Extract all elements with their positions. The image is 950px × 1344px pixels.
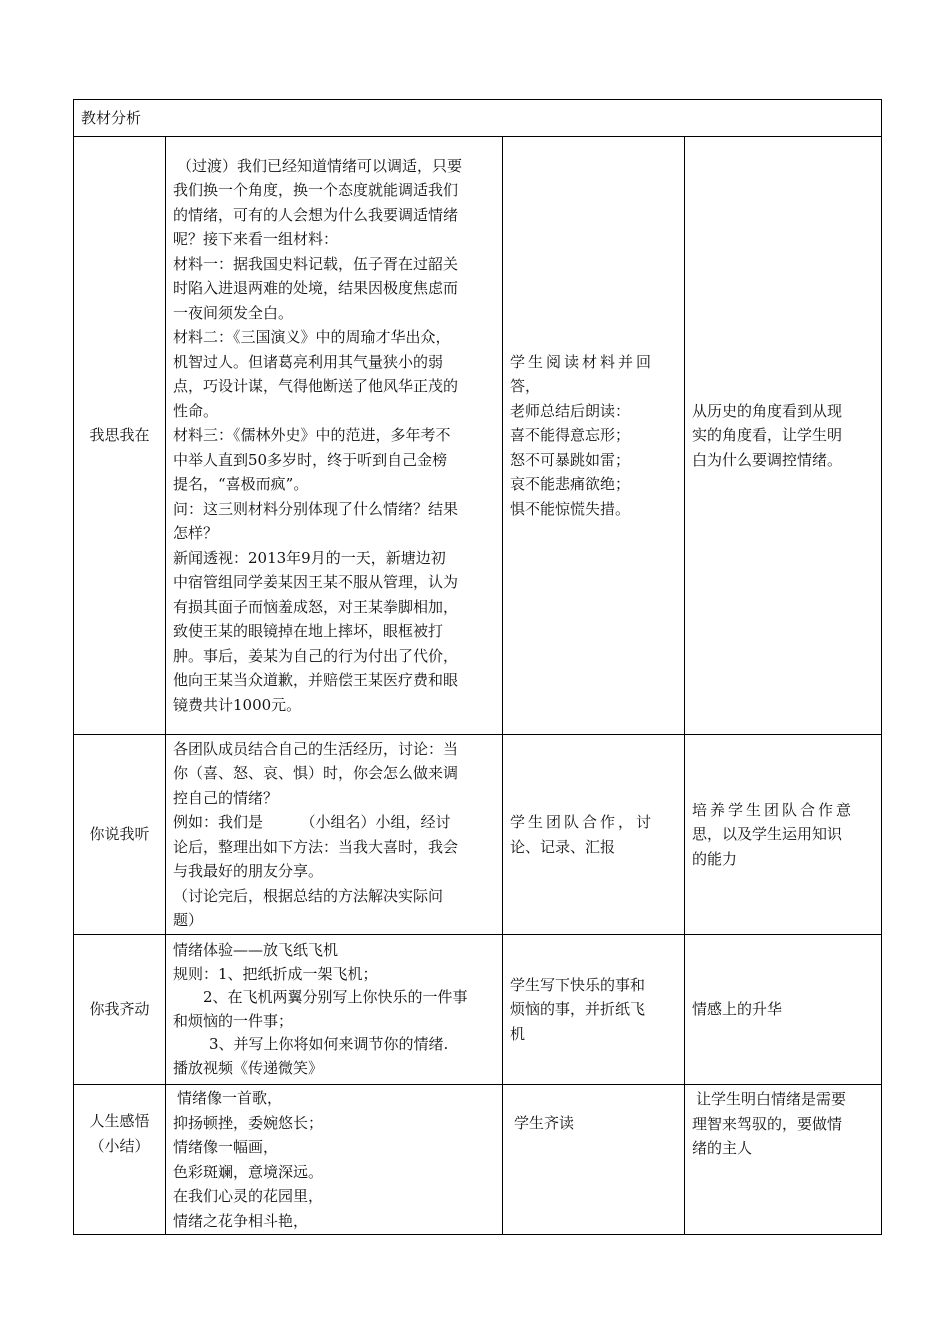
- content-cell: [166, 1085, 503, 1235]
- activity-line: 怒不可暴跳如雷；: [510, 450, 631, 469]
- activity-line: 学生写下快乐的事和: [510, 975, 646, 994]
- content-line: 一夜间须发全白。: [173, 303, 294, 322]
- activity-line: 机: [510, 1024, 526, 1043]
- table-row: [74, 1085, 882, 1235]
- table-row: [74, 935, 882, 1085]
- content-line: 规则：1、把纸折成一架飞机；: [173, 964, 378, 983]
- content-line: 例如：我们是 （小组名）小组，经讨: [173, 813, 451, 831]
- content-line: 3、并写上你将如何来调节你的情绪.: [209, 1035, 449, 1053]
- purpose-line: 实的角度看，让学生明: [692, 426, 843, 445]
- content-line: 各团队成员结合自己的生活经历，讨论：当: [173, 739, 459, 758]
- activity-cell: [503, 1085, 685, 1235]
- content-line: 材料三：《儒林外史》中的范进，多年考不: [173, 426, 451, 445]
- purpose-line: 白为什么要调控情绪。: [692, 450, 843, 469]
- activity-line: 学生阅读材料并回: [510, 352, 655, 371]
- content-line: 情绪像一首歌，: [177, 1089, 283, 1107]
- content-line: 材料一：据我国史料记载，伍子胥在过韶关: [173, 254, 459, 273]
- content-line: 点，巧设计谋，气得他断送了他风华正茂的: [173, 377, 459, 396]
- content-line: 机智过人。但诸葛亮利用其气量狭小的弱: [173, 352, 444, 371]
- purpose-line: 培养学生团队合作意: [692, 800, 855, 819]
- activity-cell: [503, 935, 685, 1085]
- content-line: 色彩斑斓，意境深远。: [173, 1162, 324, 1181]
- content-line: 情绪像一幅画，: [173, 1138, 279, 1156]
- purpose-cell: [685, 137, 882, 735]
- content-line: 中举人直到50多岁时，终于听到自己金榜: [173, 450, 448, 469]
- content-line: 题）: [173, 911, 204, 929]
- row-label-cell: [74, 137, 166, 735]
- activity-cell: [503, 137, 685, 735]
- content-line: 我们换一个角度，换一个态度就能调适我们: [173, 181, 459, 200]
- content-cell: [166, 735, 503, 935]
- activity-line: 学生齐读: [514, 1114, 575, 1132]
- table-row: [74, 735, 882, 935]
- activity-line: 答，: [510, 377, 541, 396]
- content-line: 抑扬顿挫，委婉悠长；: [173, 1113, 324, 1132]
- content-line: 中宿管组同学姜某因王某不服从管理，认为: [173, 573, 459, 592]
- content-line: 材料二：《三国演义》中的周瑜才华出众，: [173, 328, 451, 347]
- row-label: 人生感悟: [89, 1112, 150, 1130]
- content-line: 他向王某当众道歉，并赔偿王某医疗费和眼: [173, 671, 459, 690]
- activity-line: 哀不能悲痛欲绝；: [510, 475, 631, 494]
- content-line: 播放视频《传递微笑》: [173, 1058, 324, 1077]
- content-line: 镜费共计1000元。: [173, 695, 302, 714]
- table-row: [74, 137, 882, 735]
- row-label-cell: [74, 1085, 166, 1235]
- row-label-cell: [74, 735, 166, 935]
- activity-line: 论、记录、汇报: [510, 837, 616, 856]
- activity-line: 烦恼的事，并折纸飞: [510, 1000, 646, 1019]
- content-line: （过渡）我们已经知道情绪可以调适，只要: [177, 156, 463, 175]
- content-line: 怎样？: [173, 524, 219, 543]
- content-line: 情绪体验——放飞纸飞机: [173, 941, 339, 959]
- row-label: 我思我在: [89, 426, 150, 445]
- row-label: 你我齐动: [89, 1000, 150, 1019]
- content-line: 的情绪，可有的人会想为什么我要调适情绪: [173, 205, 459, 224]
- purpose-line: 从历史的角度看到从现: [692, 401, 843, 420]
- lesson-plan-table: [73, 99, 882, 1235]
- purpose-line: 情感上的升华: [692, 1000, 783, 1019]
- activity-line: 喜不能得意忘形；: [510, 426, 631, 445]
- purpose-line: 的能力: [692, 849, 738, 868]
- content-line: 论后，整理出如下方法：当我大喜时，我会: [173, 837, 459, 856]
- content-line: 性命。: [173, 401, 219, 420]
- content-line: 和烦恼的一件事；: [173, 1011, 294, 1030]
- content-line: 提名，“喜极而疯”。: [173, 475, 309, 494]
- content-cell: [166, 137, 503, 735]
- row-label-cell: [74, 935, 166, 1085]
- header-cell: [74, 100, 882, 137]
- header-row: [74, 100, 882, 137]
- activity-line: 惧不能惊慌失措。: [510, 499, 631, 518]
- row-label: （小结）: [89, 1136, 150, 1155]
- activity-line: 老师总结后朗读：: [510, 401, 631, 420]
- content-line: 问：这三则材料分别体现了什么情绪？结果: [173, 499, 459, 518]
- purpose-line: 让学生明白情绪是需要: [696, 1090, 847, 1108]
- content-line: 与我最好的朋友分享。: [173, 862, 324, 880]
- content-line: 肿。事后，姜某为自己的行为付出了代价，: [173, 646, 459, 665]
- row-label: 你说我听: [89, 825, 150, 844]
- content-line: 时陷入进退两难的处境，结果因极度焦虑而: [173, 279, 459, 298]
- header-title: 教材分析: [81, 108, 142, 127]
- activity-cell: [503, 735, 685, 935]
- content-line: 致使王某的眼镜掉在地上摔坏，眼框被打: [173, 622, 444, 641]
- purpose-cell: [685, 935, 882, 1085]
- purpose-cell: [685, 1085, 882, 1235]
- content-line: 控自己的情绪？: [173, 788, 279, 807]
- purpose-line: 思，以及学生运用知识: [692, 825, 843, 844]
- content-line: 新闻透视：2013年9月的一天，新塘边初: [173, 548, 446, 567]
- content-line: 情绪之花争相斗艳，: [173, 1211, 309, 1230]
- content-line: （讨论完后，根据总结的方法解决实际问: [173, 886, 444, 905]
- activity-line: 学生团队合作，讨: [510, 813, 655, 831]
- purpose-line: 绪的主人: [692, 1139, 753, 1157]
- purpose-line: 理智来驾驭的，要做情: [692, 1114, 843, 1133]
- content-line: 在我们心灵的花园里，: [173, 1187, 324, 1205]
- content-cell: [166, 935, 503, 1085]
- content-line: 你（喜、怒、哀、惧）时，你会怎么做来调: [173, 764, 459, 782]
- purpose-cell: [685, 735, 882, 935]
- content-line: 2、在飞机两翼分别写上你快乐的一件事: [203, 988, 468, 1006]
- content-line: 呢？接下来看一组材料：: [173, 230, 339, 249]
- content-line: 有损其面子而恼羞成怒，对王某拳脚相加，: [173, 597, 459, 616]
